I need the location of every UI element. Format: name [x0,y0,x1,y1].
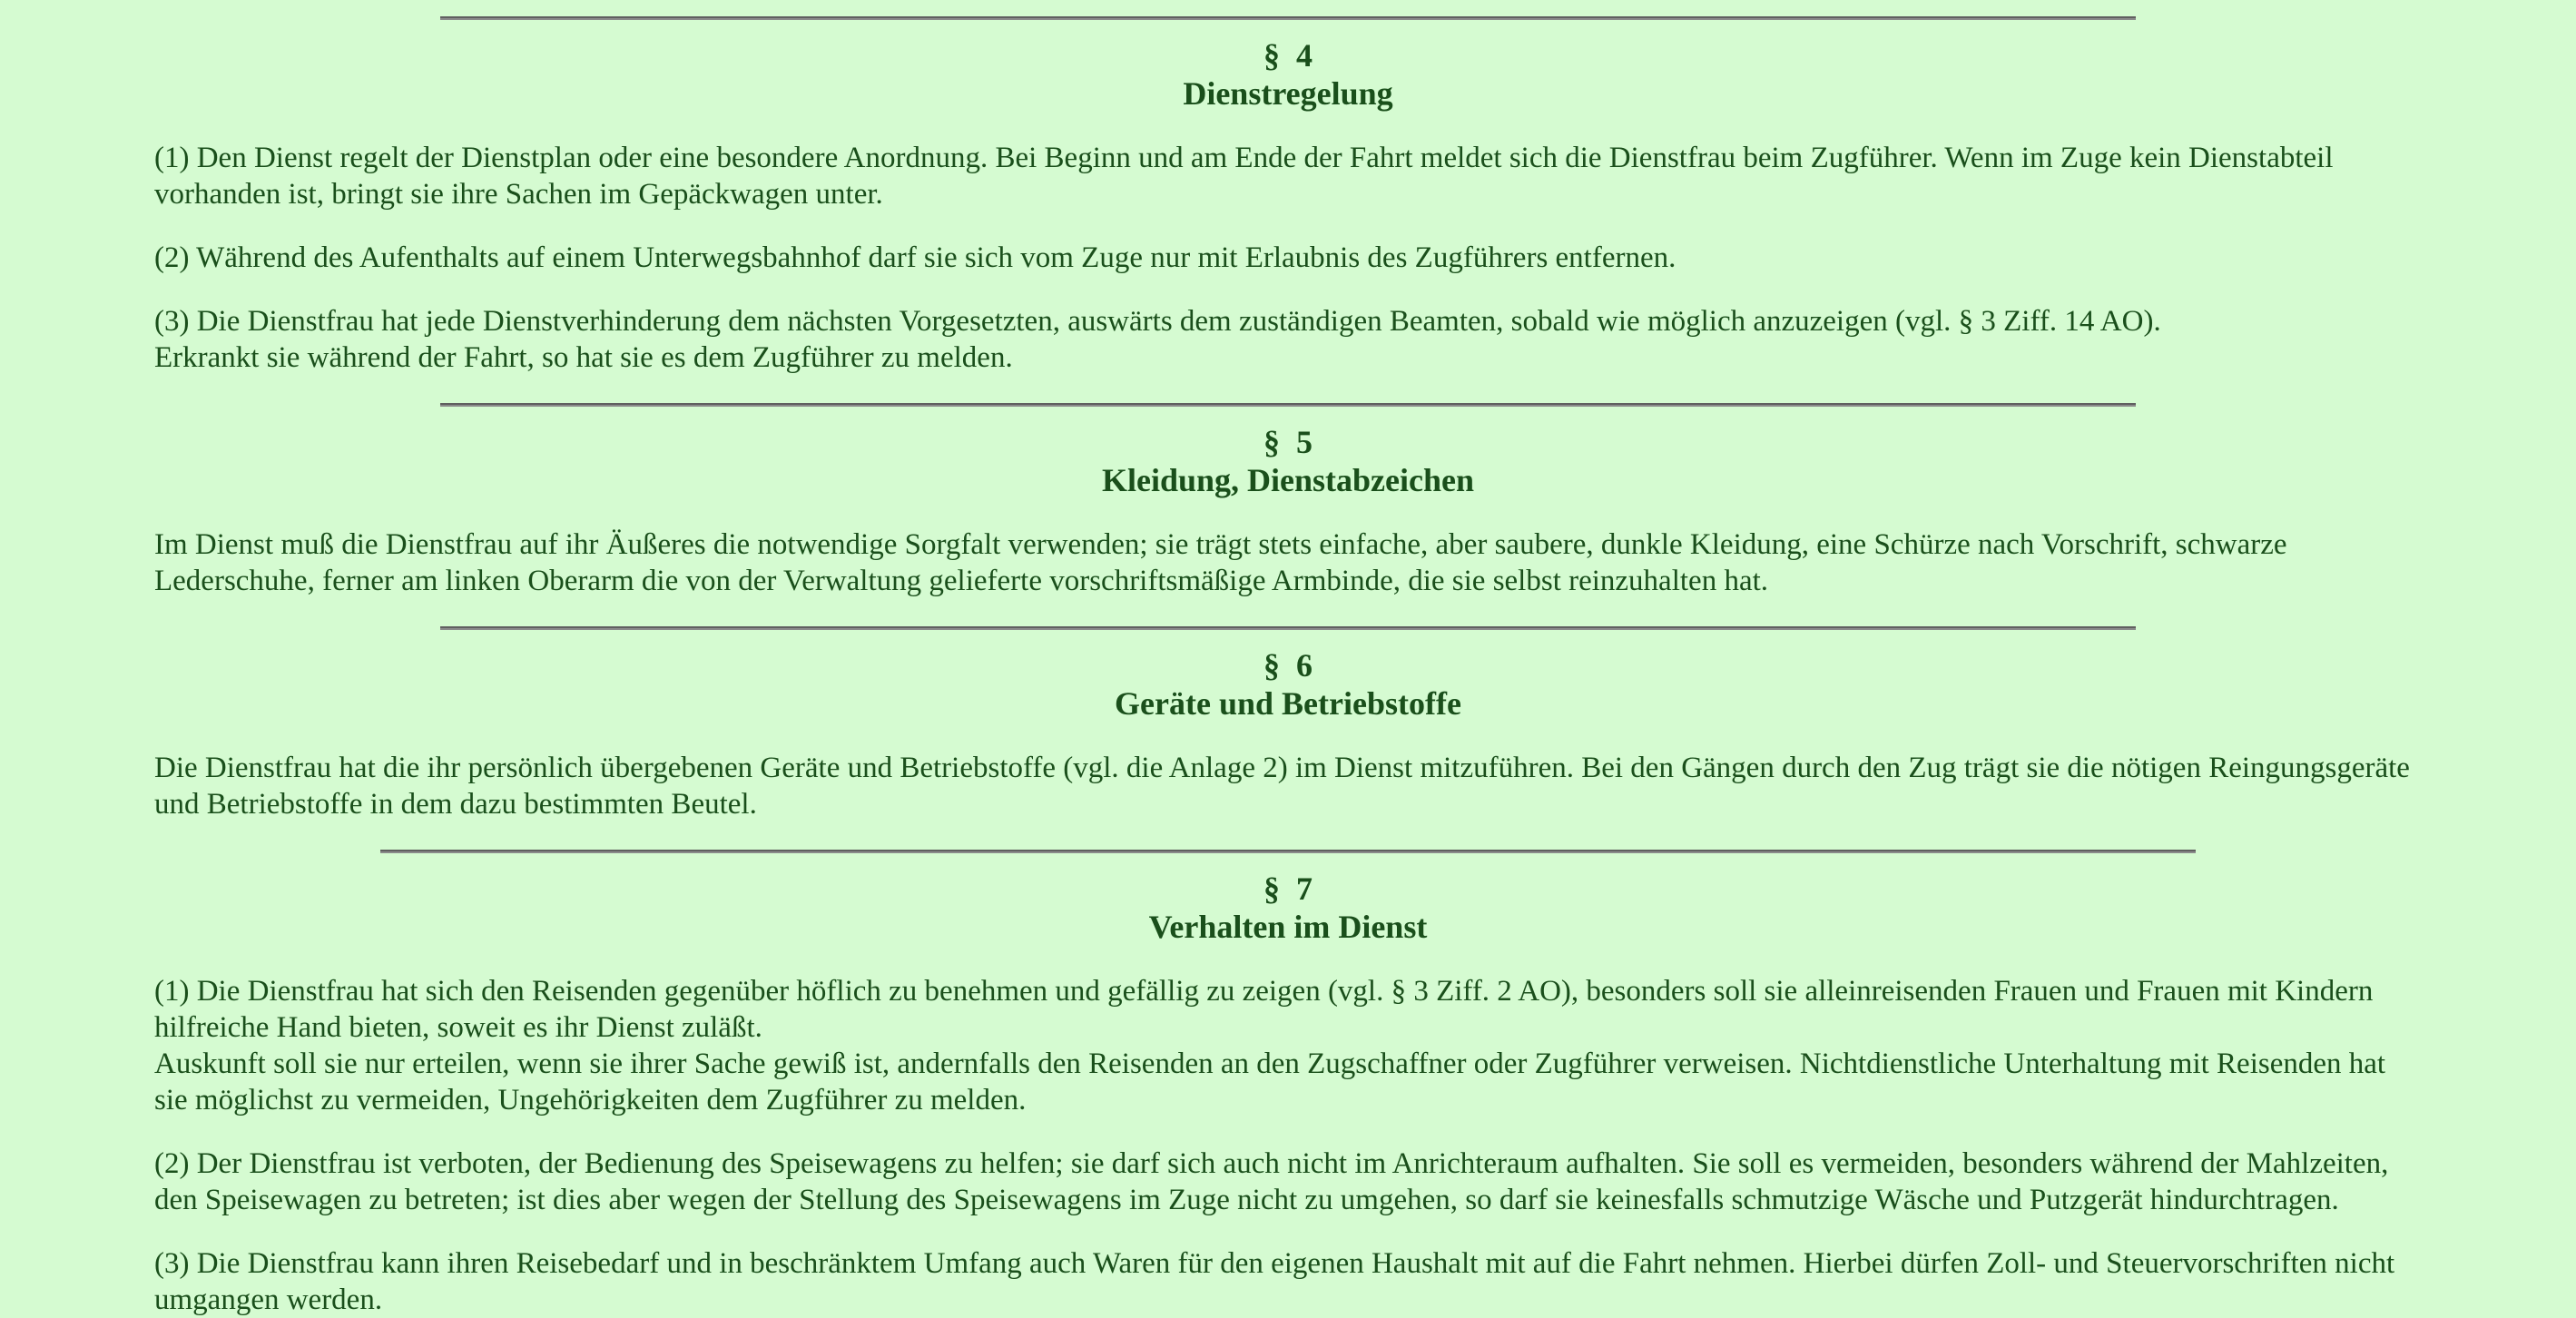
section-heading [0,36,2576,113]
section-body [0,140,2576,376]
paragraph-line: (3) Die Dienstfrau kann ihren Reisebedarf und in beschränktem Umfang auch Waren für den eigenen Haushalt mit auf die Fahrt nehmen. Hierbei dürfen Zoll- und Steuervorschriften nicht umgangen werden. [154,1247,2395,1316]
section-heading [0,423,2576,499]
section-title: Kleidung, Dienstabzeichen [1101,462,1475,498]
section-divider-rule [440,16,2135,20]
section-number: § 4 [1263,37,1313,74]
section-divider-rule [440,403,2135,407]
section-title: Verhalten im Dienst [1148,909,1428,945]
section-title: Dienstregelung [1183,75,1393,112]
paragraph [154,1245,2422,1318]
section-heading [0,870,2576,946]
paragraph [154,140,2422,212]
section-title: Geräte und Betriebstoffe [1115,685,1461,722]
section-body [0,526,2576,599]
section-divider-rule [440,626,2135,630]
paragraph-line: Auskunft soll sie nur erteilen, wenn sie ihrer Sache gewiß ist, andernfalls den Reisenden an den Zugschaffner oder Zugführer verweisen. Nichtdienstliche Unterhaltung mit Reisenden hat sie möglichst zu vermeiden, Ungehörigkeiten dem Zugführer zu melden. [154,1048,2386,1116]
section-body [0,973,2576,1318]
paragraph [154,750,2422,822]
section-paragraph-5 [0,403,2576,599]
section-body [0,750,2576,822]
section-paragraph-7 [0,850,2576,1318]
section-number: § 5 [1263,424,1313,460]
paragraph [154,526,2422,599]
paragraph [154,240,2422,276]
paragraph-line: (2) Der Dienstfrau ist verboten, der Bedienung des Speisewagens zu helfen; sie darf sich auch nicht im Anrichteraum aufhalten. Sie soll es vermeiden, besonders während der Mahlzeiten, den Speisewagen zu betreten; ist dies aber wegen der Stellung des Speisewagens im Zuge nicht zu umgehen, so darf sie keinesfalls schmutzige Wäsche und Putzgerät hindurchtragen. [154,1147,2389,1216]
paragraph-line: Im Dienst muß die Dienstfrau auf ihr Äußeres die notwendige Sorgfalt verwenden; sie trägt stets einfache, aber saubere, dunkle Kleidung, eine Schürze nach Vorschrift, schwarze Lederschuhe, ferner am linken Oberarm die von der Verwaltung gelieferte vorschriftsmäßige Armbinde, die sie selbst reinzuhalten hat. [154,528,2287,597]
section-heading [0,646,2576,723]
paragraph-line: (2) Während des Aufenthalts auf einem Unterwegsbahnhof darf sie sich vom Zuge nur mit Erlaubnis des Zugführers entfernen. [154,241,1676,274]
paragraph [154,973,2422,1118]
section-paragraph-4 [0,16,2576,376]
paragraph-line: (1) Den Dienst regelt der Dienstplan oder eine besondere Anordnung. Bei Beginn und am Ende der Fahrt meldet sich die Dienstfrau beim Zugführer. Wenn im Zuge kein Dienstabteil vorhanden ist, bringt sie ihre Sachen im Gepäckwagen unter. [154,142,2334,211]
section-paragraph-6 [0,626,2576,822]
section-divider-rule [380,850,2197,853]
paragraph-line: (1) Die Dienstfrau hat sich den Reisenden gegenüber höflich zu benehmen und gefällig zu zeigen (vgl. § 3 Ziff. 2 AO), besonders soll sie alleinreisenden Frauen und Frauen mit Kindern hilfreiche Hand bieten, soweit es ihr Dienst zuläßt. [154,975,2374,1044]
section-number: § 6 [1263,647,1313,684]
paragraph [154,1146,2422,1218]
paragraph-line: (3) Die Dienstfrau hat jede Dienstverhinderung dem nächsten Vorgesetzten, auswärts dem zuständigen Beamten, sobald wie möglich anzuzeigen (vgl. § 3 Ziff. 14 AO). [154,305,2161,338]
paragraph-line: Erkrankt sie während der Fahrt, so hat sie es dem Zugführer zu melden. [154,341,1013,374]
paragraph-line: Die Dienstfrau hat die ihr persönlich übergebenen Geräte und Betriebstoffe (vgl. die Anlage 2) im Dienst mitzuführen. Bei den Gängen durch den Zug trägt sie die nötigen Reingungsgeräte und Betriebstoffe in dem dazu bestimmten Beutel. [154,752,2410,821]
paragraph [154,303,2422,376]
section-number: § 7 [1263,870,1313,907]
